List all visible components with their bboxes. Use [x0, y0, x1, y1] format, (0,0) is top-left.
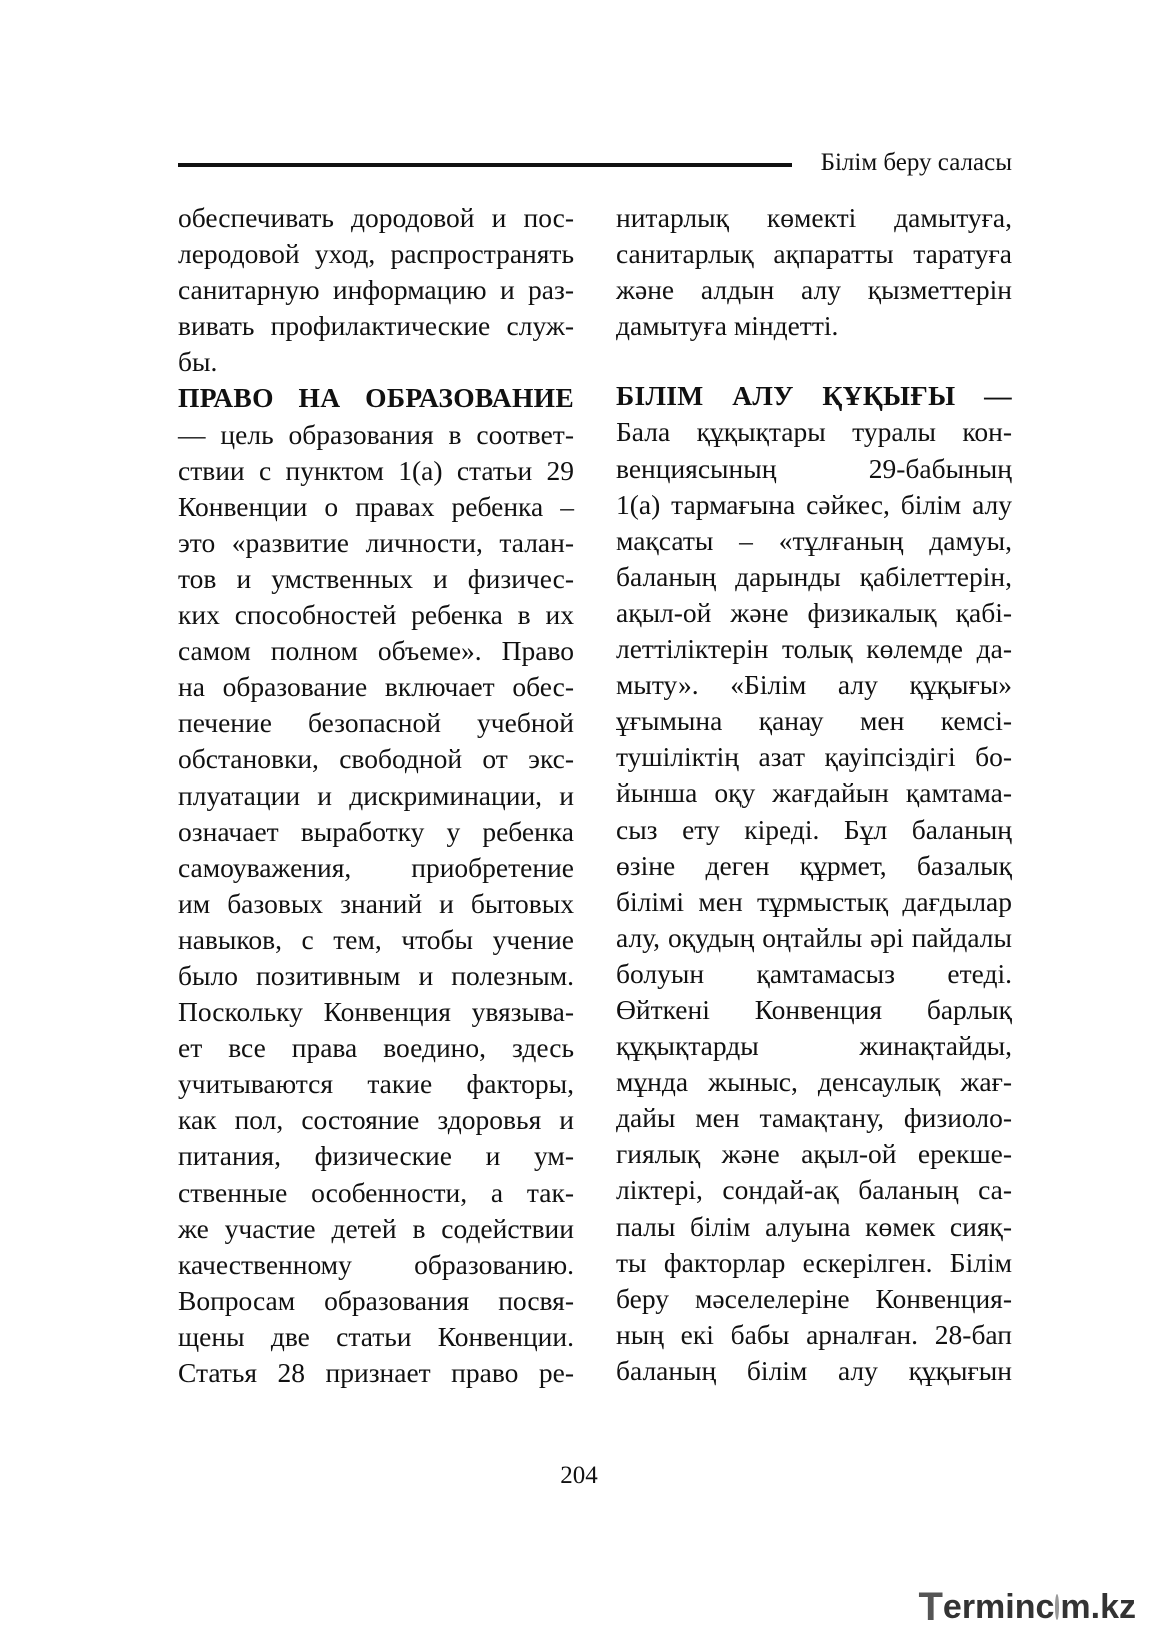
text-line: Поскольку Конвенция увязыва-	[178, 996, 574, 1028]
text-line: обеспечивать дородовой и пос-	[178, 202, 574, 233]
text-line: плуатации и дискриминации, и	[178, 779, 574, 811]
text-line: сыз ету кіреді. Бұл баланың	[616, 813, 1012, 845]
text-line: мақсаты – «тұлғаның дамуы,	[616, 524, 1012, 556]
text-line: ның екі бабы арналған. 28-бап	[616, 1318, 1012, 1350]
text-line: качественному образованию.	[178, 1248, 574, 1280]
text-line: было позитивным и полезным.	[178, 959, 574, 991]
left-top-paragraph	[178, 200, 574, 380]
running-header	[178, 147, 1012, 179]
text-line: санитарлық ақпаратты таратуға	[616, 238, 1012, 270]
text-line: болуын қамтамасыз етеді.	[616, 957, 1012, 989]
watermark-t: T	[918, 1584, 943, 1629]
text-line: леттіліктерін толық көлемде да-	[616, 633, 1012, 665]
text-line: Вопросам образования посвя-	[178, 1284, 574, 1316]
text-line: бы.	[178, 346, 218, 378]
text-line: Статья 28 признает право ре-	[178, 1357, 574, 1388]
text-line: мыту». «Білім алу құқығы»	[616, 669, 1012, 701]
text-line: баланың дарынды қабілеттерін,	[616, 560, 1012, 592]
text-line: Өйткені Конвенция барлық	[616, 993, 1012, 1025]
text-line: ұғымына қанау мен кемсі-	[616, 705, 1012, 737]
text-line: вивать профилактические служ-	[178, 310, 574, 342]
text-line: ственные особенности, а так-	[178, 1176, 574, 1208]
section-heading: БІЛІМ АЛУ ҚҰҚЫҒЫ —	[616, 380, 1012, 412]
text-line: құқықтарды жинақтайды,	[616, 1030, 1012, 1062]
text-line: печение безопасной учебной	[178, 707, 574, 739]
text-line: тушіліктің азат қауіпсіздігі бо-	[616, 741, 1012, 773]
text-line: йынша оқу жағдайын қамтама-	[616, 777, 1012, 809]
text-line: баланың білім алу құқығын	[616, 1354, 1012, 1386]
text-line: самоуважения, приобретение	[178, 851, 574, 883]
text-line: обстановки, свободной от экс-	[178, 743, 574, 775]
paragraph-gap	[616, 344, 1012, 378]
right-column	[616, 200, 1012, 1389]
text-line: гиялық және ақыл-ой ерекше-	[616, 1138, 1012, 1170]
text-line: өзіне деген құрмет, базалық	[616, 849, 1012, 881]
text-line: ақыл-ой және физикалық қабі-	[616, 596, 1012, 628]
text-line: учитываются такие факторы,	[178, 1068, 574, 1100]
text-line: ет все права воедино, здесь	[178, 1032, 574, 1064]
watermark-text-2: m.kz	[1060, 1587, 1136, 1626]
left-column	[178, 200, 574, 1391]
text-line: им базовых знаний и бытовых	[178, 887, 574, 919]
text-line: ких способностей ребенка в их	[178, 599, 574, 631]
text-line: білімі мен тұрмыстық дағдылар	[616, 885, 1012, 917]
text-line: нитарлық көмекті дамытуға,	[616, 202, 1012, 233]
text-line: Бала құқықтары туралы кон-	[616, 416, 1012, 448]
text-line: дайы мен тамақтану, физиоло-	[616, 1102, 1012, 1134]
text-line: беру мәселелеріне Конвенция-	[616, 1282, 1012, 1314]
right-body-paragraph	[616, 414, 1012, 1389]
text-line: на образование включает обес-	[178, 671, 574, 703]
text-line: дамытуға міндетті.	[616, 310, 839, 342]
text-line: ліктері, сондай-ақ баланың са-	[616, 1174, 1012, 1206]
text-line: алу, оқудың оңтайлы әрі пайдалы	[616, 921, 1012, 953]
text-line: же участие детей в содействии	[178, 1212, 574, 1244]
page-number: 204	[560, 1462, 598, 1489]
text-line: это «развитие личности, талан-	[178, 526, 574, 558]
text-line: тов и умственных и физичес-	[178, 562, 574, 594]
section-heading: ПРАВО НА ОБРАЗОВАНИЕ	[178, 382, 574, 414]
text-line: Конвенции о правах ребенка –	[178, 490, 574, 522]
text-line: санитарную информацию и раз-	[178, 274, 574, 306]
text-line: навыков, с тем, чтобы учение	[178, 923, 574, 955]
right-top-paragraph	[616, 200, 1012, 344]
text-line: палы білім алуына көмек сияқ-	[616, 1210, 1012, 1242]
text-line: означает выработку у ребенка	[178, 815, 574, 847]
text-line: ствии с пунктом 1(а) статьи 29	[178, 454, 574, 486]
text-line: как пол, состояние здоровья и	[178, 1104, 574, 1136]
text-line: 1(а) тармағына сәйкес, білім алу	[616, 488, 1012, 520]
text-line: самом полном объеме». Право	[178, 635, 574, 667]
text-line: — цель образования в соответ-	[178, 418, 574, 450]
text-line: мұнда жыныс, денсаулық жағ-	[616, 1066, 1012, 1098]
text-line: ты факторлар ескерілген. Білім	[616, 1246, 1012, 1278]
left-body-paragraph	[178, 417, 574, 1392]
header-rule	[178, 163, 792, 167]
text-line: питания, физические и ум-	[178, 1140, 574, 1172]
watermark-circle-icon	[1055, 1594, 1059, 1620]
watermark-logo	[918, 1584, 1136, 1629]
watermark-text-1: erminc	[942, 1587, 1055, 1626]
text-line: щены две статьи Конвенции.	[178, 1320, 574, 1352]
header-title: Білім беру саласы	[820, 149, 1012, 176]
text-line: леродовой уход, распространять	[178, 238, 574, 270]
text-line: венциясының 29-бабының	[616, 452, 1012, 484]
text-line: және алдын алу қызметтерін	[616, 274, 1012, 306]
